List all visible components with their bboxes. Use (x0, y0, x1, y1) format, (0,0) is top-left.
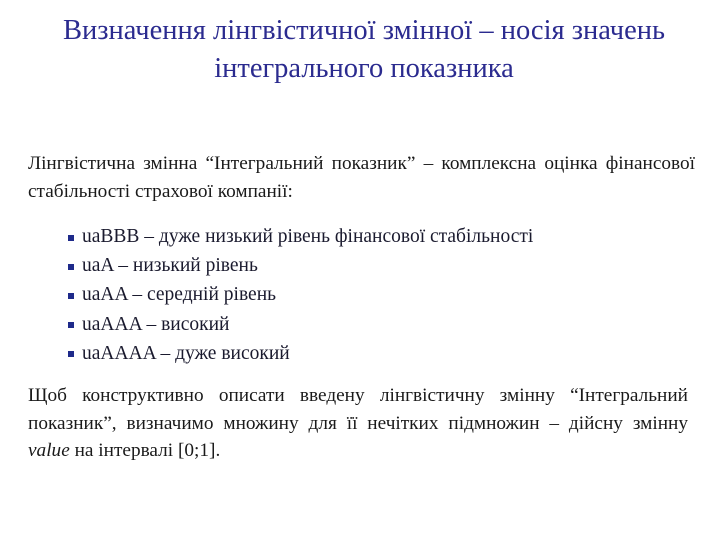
square-bullet-icon (68, 264, 74, 270)
value-variable: value (28, 440, 70, 461)
list-item (66, 222, 706, 251)
bullet-text: uaAAAA – дуже високий (82, 342, 290, 364)
list-item (66, 251, 706, 280)
square-bullet-icon (68, 235, 74, 241)
bullet-list (66, 222, 706, 368)
bullet-text: uaA – низький рівень (82, 255, 258, 277)
list-item (66, 280, 706, 309)
bullet-text: uaAA – середній рівень (82, 284, 277, 306)
list-item (66, 310, 706, 339)
conclusion-paragraph (28, 382, 688, 465)
square-bullet-icon (68, 322, 74, 328)
bullet-text: uaAAA – високий (82, 313, 230, 335)
square-bullet-icon (68, 351, 74, 357)
intro-paragraph: Лінгвістична змінна “Інтегральний показник” – комплексна оцінка фінансової стабільності страхової компанії: (28, 153, 695, 202)
title-line-2: інтегрального показника (214, 53, 514, 84)
conclusion-text: Щоб конструктивно описати введену лінгвістичну змінну “Інтегральний показник”, визначимо множину для її нечітких підмножин – дійсну змінну (28, 385, 688, 434)
list-item (66, 339, 706, 368)
bullet-text: uaBBB – дуже низький рівень фінансової стабільності (82, 226, 534, 247)
conclusion-text-end: на інтервалі [0;1]. (69, 440, 221, 461)
title-line-1: Визначення лінгвістичної змінної – носія значень (63, 15, 665, 46)
square-bullet-icon (68, 293, 74, 299)
slide-title (14, 12, 714, 88)
